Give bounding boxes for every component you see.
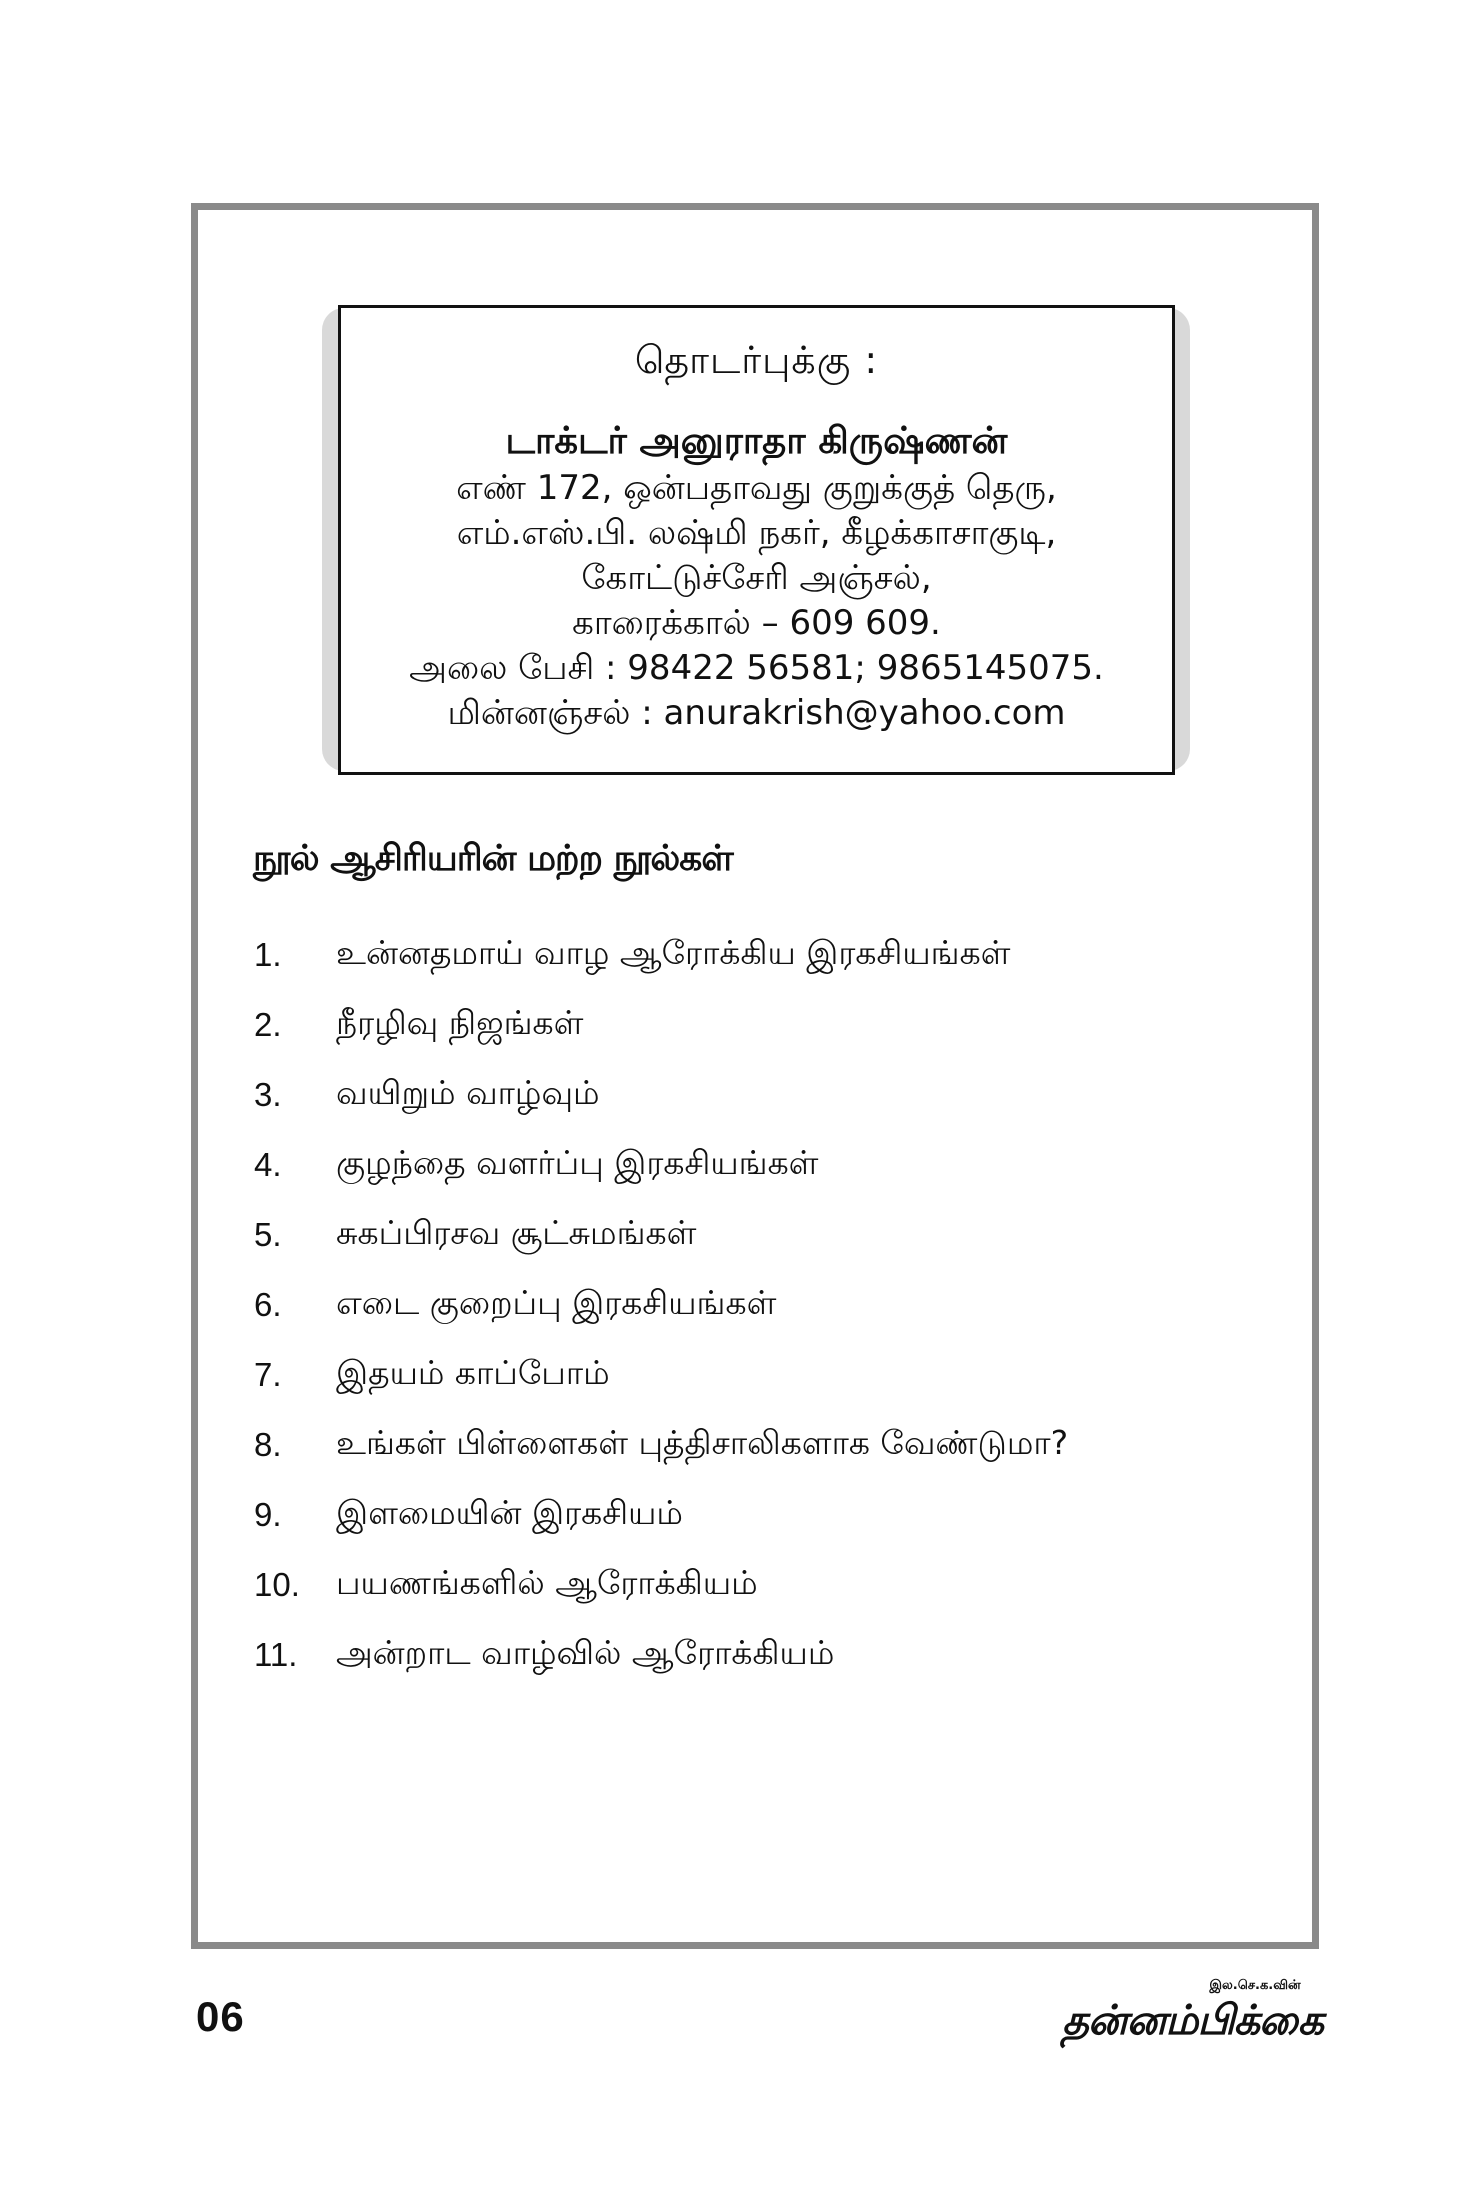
list-item-title: பயணங்களில் ஆரோக்கியம் [336, 1563, 758, 1602]
list-item-number: 11. [254, 1636, 298, 1673]
list-item-number: 2. [254, 1006, 282, 1043]
list-item-number: 5. [254, 1216, 282, 1253]
list-item [254, 1550, 1068, 1620]
list-item [254, 1200, 1068, 1270]
list-item-number: 1. [254, 936, 282, 973]
contact-box [338, 305, 1175, 775]
list-item-title: இதயம் காப்போம் [336, 1353, 610, 1392]
other-books-list [254, 920, 1068, 1690]
list-item-title: இளமையின் இரகசியம் [336, 1493, 683, 1532]
magazine-brand-subtitle: இல.செ.க.வின் [1209, 1978, 1301, 1993]
list-item-number: 10. [254, 1566, 300, 1603]
address-line-1: எண் 172, ஒன்பதாவது குறுக்குத் தெரு, [456, 468, 1057, 508]
list-item [254, 1130, 1068, 1200]
list-item [254, 1340, 1068, 1410]
list-item [254, 1620, 1068, 1690]
list-item-number: 9. [254, 1496, 282, 1533]
list-item-title: வயிறும் வாழ்வும் [336, 1073, 600, 1112]
contact-details [341, 418, 1172, 736]
list-item-title: அன்றாட வாழ்வில் ஆரோக்கியம் [336, 1633, 835, 1672]
list-item [254, 1270, 1068, 1340]
magazine-brand-logo: தன்னம்பிக்கை [1062, 1996, 1323, 2044]
author-name: டாக்டர் அனுராதா கிருஷ்ணன் [505, 419, 1008, 462]
list-item-number: 6. [254, 1286, 282, 1323]
page-number: 06 [196, 1993, 245, 2040]
list-item [254, 1410, 1068, 1480]
list-item [254, 1060, 1068, 1130]
email-line: மின்னஞ்சல் : anurakrish@yahoo.com [447, 693, 1066, 733]
other-books-title: நூல் ஆசிரியரின் மற்ற நூல்கள் [253, 838, 733, 879]
list-item-title: நீரழிவு நிஜங்கள் [336, 1003, 584, 1042]
list-item-title: உங்கள் பிள்ளைகள் புத்திசாலிகளாக வேண்டுமா? [336, 1423, 1069, 1462]
address-line-4: காரைக்கால் – 609 609. [572, 603, 941, 643]
list-item-number: 3. [254, 1076, 282, 1113]
contact-heading: தொடர்புக்கு : [634, 338, 879, 382]
list-item-title: எடை குறைப்பு இரகசியங்கள் [336, 1283, 777, 1322]
phone-line: அலை பேசி : 98422 56581; 9865145075. [409, 648, 1104, 688]
address-line-2: எம்.எஸ்.பி. லஷ்மி நகர், கீழக்காசாகுடி, [456, 513, 1057, 553]
list-item-title: உன்னதமாய் வாழ ஆரோக்கிய இரகசியங்கள் [336, 933, 1011, 972]
list-item [254, 990, 1068, 1060]
list-item-number: 4. [254, 1146, 282, 1183]
list-item [254, 1480, 1068, 1550]
list-item-title: குழந்தை வளர்ப்பு இரகசியங்கள் [336, 1143, 819, 1182]
list-item-number: 8. [254, 1426, 282, 1463]
list-item-number: 7. [254, 1356, 282, 1393]
address-line-3: கோட்டுச்சேரி அஞ்சல், [581, 558, 932, 598]
list-item [254, 920, 1068, 990]
list-item-title: சுகப்பிரசவ சூட்சுமங்கள் [336, 1213, 697, 1252]
